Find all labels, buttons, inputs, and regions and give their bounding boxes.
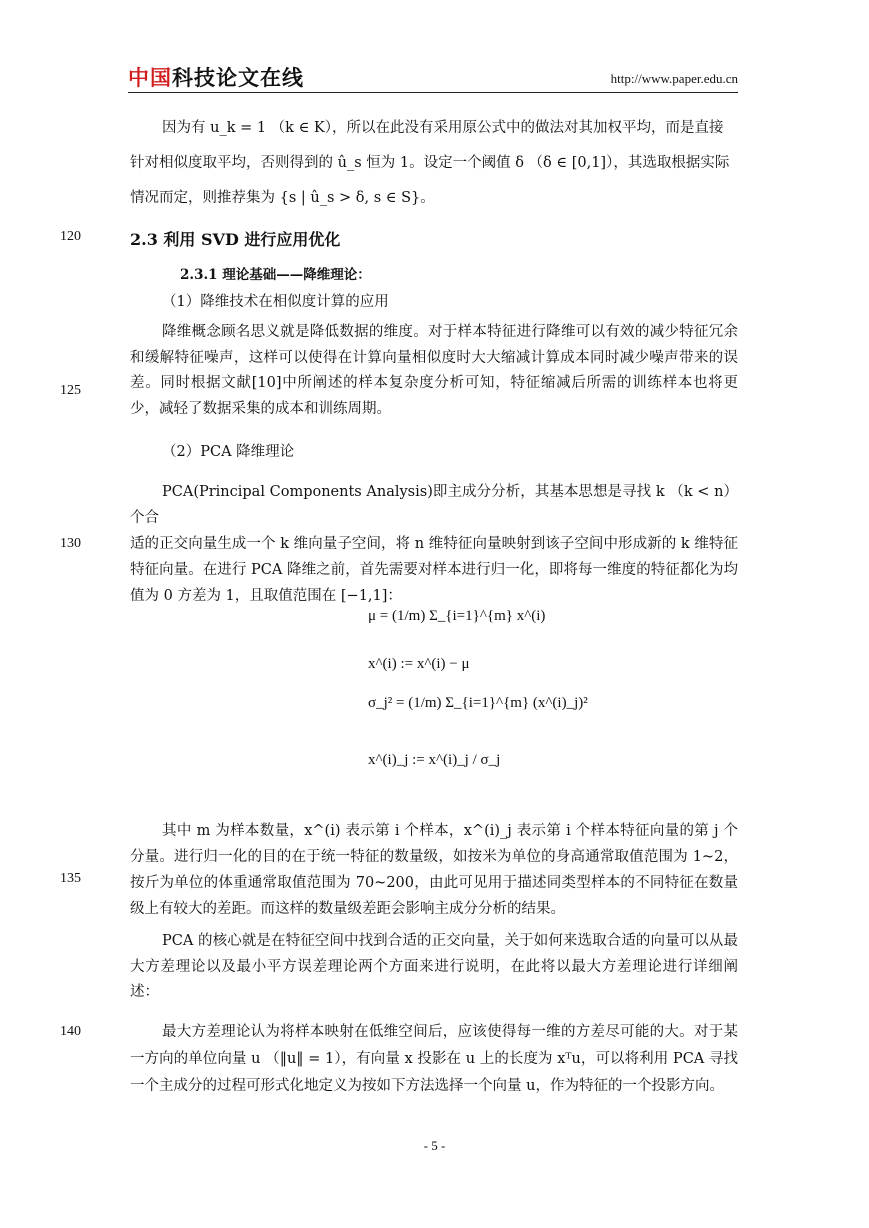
text-line: 情况而定，则推荐集为 {s | û_s > δ, s ∈ S}。 <box>130 190 435 206</box>
equation-normalize: x^(i)_j := x^(i)_j / σ_j <box>368 752 501 768</box>
equation-mean: μ = (1/m) Σ_{i=1}^{m} x^(i) <box>368 608 546 624</box>
line-number: 130 <box>60 536 81 551</box>
logo-red-text: 中国 <box>128 66 172 90</box>
paragraph-pca-core: PCA 的核心就是在特征空间中找到合适的正交向量，关于如何来选取合适的向量可以从最大方差理论以及最小平方误差理论两个方面来进行说明，在此将以最大方差理论进行详细阐述： <box>130 933 738 1000</box>
logo-black-text: 科技论文在线 <box>172 66 304 90</box>
page-number: - 5 - <box>423 1138 446 1153</box>
intro-paragraph <box>130 111 738 216</box>
equation-center: x^(i) := x^(i) − μ <box>368 656 470 672</box>
line-number: 120 <box>60 229 81 244</box>
header-rule <box>128 92 738 93</box>
text-line: 针对相似度取平均，否则得到的 û_s 恒为 1。设定一个阈值 δ （δ ∈ [0,1]），其选取根据实际 <box>130 155 730 171</box>
paragraph-max-variance: 最大方差理论认为将样本映射在低维空间后，应该使得每一维的方差尽可能的大。对于某一方向的单位向量 u （‖u‖ = 1），有向量 x 投影在 u 上的长度为 xᵀu，可以将利用 PCA 寻找一个主成分的过程可形式化地定义为按如下方法选择一个向量 u，作为特征的一个投影方向。 <box>130 1024 738 1094</box>
subsection-heading: 2.3.1 理论基础——降维理论： <box>180 267 371 283</box>
line-number: 135 <box>60 871 81 886</box>
header-url[interactable]: http://www.paper.edu.cn <box>610 71 738 86</box>
site-logo <box>128 62 304 92</box>
list-item-heading: （2）PCA 降维理论 <box>162 444 295 460</box>
text-line: PCA(Principal Components Analysis)即主成分分析，其基本思想是寻找 k （k < n）个合 <box>130 484 738 526</box>
paragraph-dimension-reduction: 降维概念顾名思义就是降低数据的维度。对于样本特征进行降维可以有效的减少特征冗余和缓解特征噪声，这样可以使得在计算向量相似度时大大缩减计算成本同时减少噪声带来的误差。同时根据文献[10]中所阐述的样本复杂度分析可知，特征缩减后所需的训练样本也将更少，减轻了数据采集的成本和训练周期。 <box>130 324 738 417</box>
line-number: 125 <box>60 383 81 398</box>
section-heading: 2.3 利用 SVD 进行应用优化 <box>130 230 341 249</box>
list-item-heading: （1）降维技术在相似度计算的应用 <box>162 294 389 310</box>
paragraph-pca <box>130 479 738 609</box>
paragraph-normalization: 其中 m 为样本数量，x^(i) 表示第 i 个样本，x^(i)_j 表示第 i 个样本特征向量的第 j 个分量。进行归一化的目的在于统一特征的数量级，如按米为单位的身高通常取值范围为 1~2，按斤为单位的体重通常取值范围为 70~200，由此可见用于描述同类型样本的不同特征在数量级上有较大的差距。而这样的数量级差距会影响主成分分析的结果。 <box>130 823 738 917</box>
text-line: 因为有 u_k = 1 （k ∈ K），所以在此没有采用原公式中的做法对其加权平均，而是直接 <box>162 120 724 136</box>
line-number: 140 <box>60 1024 81 1039</box>
text-line: 适的正交向量生成一个 k 维向量子空间，将 n 维特征向量映射到该子空间中形成新的 k 维特征特征向量。在进行 PCA 降维之前，首先需要对样本进行归一化，即将每一维度的特征都化为均值为 0 方差为 1，且取值范围在 [−1,1]： <box>130 536 738 604</box>
equation-variance: σ_j² = (1/m) Σ_{i=1}^{m} (x^(i)_j)² <box>368 695 588 711</box>
